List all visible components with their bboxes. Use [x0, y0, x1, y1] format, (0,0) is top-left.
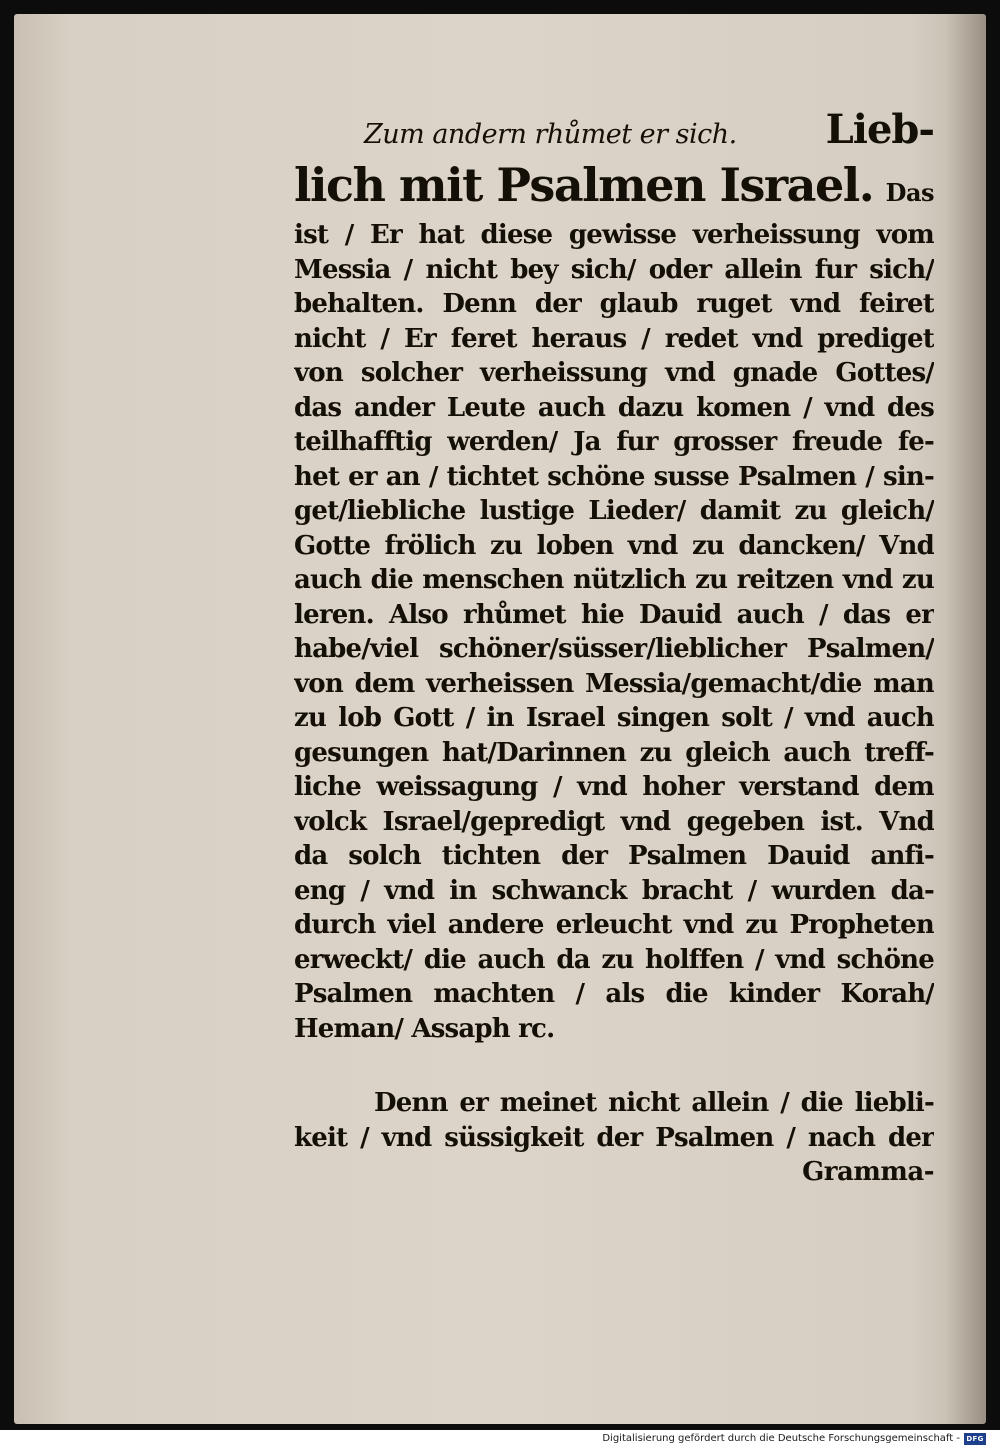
- footer: [0, 1430, 1000, 1449]
- catchline: Zum andern rhůmet er sich.: [364, 119, 737, 150]
- title-text: lich mit Psalmen Israel.: [294, 158, 874, 212]
- text-line: habe/viel schöner/süsser/lieblicher Psalmen/: [294, 634, 934, 664]
- text-line: nicht / Er feret heraus / redet vnd prediget: [294, 323, 934, 354]
- title-end-word: Das: [885, 178, 934, 207]
- footer-credit: Digitalisierung gefördert durch die Deutsche Forschungsgemeinschaft -: [602, 1433, 960, 1444]
- text-block: [294, 106, 934, 1189]
- text-line: zu lob Gott / in Israel singen solt / vnd auch: [294, 703, 934, 733]
- text-line: Gotte frölich zu loben vnd zu dancken/ Vnd: [294, 530, 934, 561]
- text-line: von dem verheissen Messia/gemacht/die man: [294, 668, 934, 699]
- text-line: teilhafftig werden/ Ja fur grosser freude fe-: [294, 427, 934, 457]
- text-line: eng / vnd in schwanck bracht / wurden da-: [294, 875, 934, 906]
- text-line: liche weissagung / vnd hoher verstand dem: [294, 772, 934, 802]
- text-line: ist / Er hat diese gewisse verheissung vom: [294, 220, 934, 250]
- header-row: [294, 106, 934, 158]
- paragraph-2: [294, 1086, 934, 1155]
- text-line: get/liebliche lustige Lieder/ damit zu gleich/: [294, 496, 934, 526]
- text-line: keit / vnd süssigkeit der Psalmen / nach der: [294, 1122, 934, 1153]
- text-line: durch viel andere erleucht vnd zu Propheten: [294, 910, 934, 940]
- text-line: Denn er meinet nicht allein / die liebli-: [374, 1088, 934, 1118]
- book-page: [14, 14, 986, 1424]
- dfg-logo-icon: DFG: [964, 1433, 986, 1445]
- title-row: [294, 158, 934, 218]
- head-word: Lieb-: [825, 106, 934, 153]
- paragraph-1: [294, 218, 934, 1046]
- text-line: Messia / nicht bey sich/ oder allein fur sich/: [294, 254, 934, 285]
- text-line: volck Israel/gepredigt vnd gegeben ist. Vnd: [294, 806, 934, 837]
- text-line: da solch tichten der Psalmen Dauid anfi-: [294, 841, 934, 871]
- text-line: von solcher verheissung vnd gnade Gottes/: [294, 358, 934, 388]
- text-line: erweckt/ die auch da zu holffen / vnd schöne: [294, 944, 934, 975]
- text-line: auch die menschen nützlich zu reitzen vnd zu: [294, 565, 934, 595]
- text-line: Psalmen machten / als die kinder Korah/: [294, 979, 934, 1009]
- text-line: das ander Leute auch dazu komen / vnd des: [294, 392, 934, 423]
- paragraph-gap: [294, 1046, 934, 1086]
- text-line: het er an / tichtet schöne susse Psalmen / sin-: [294, 461, 934, 492]
- text-line: behalten. Denn der glaub ruget vnd feiret: [294, 289, 934, 319]
- text-line: leren. Also rhůmet hie Dauid auch / das er: [294, 599, 934, 630]
- catchword: Gramma-: [802, 1157, 934, 1187]
- text-line: gesungen hat/Darinnen zu gleich auch treff-: [294, 737, 934, 768]
- text-line: Heman/ Assaph rc.: [294, 1013, 555, 1044]
